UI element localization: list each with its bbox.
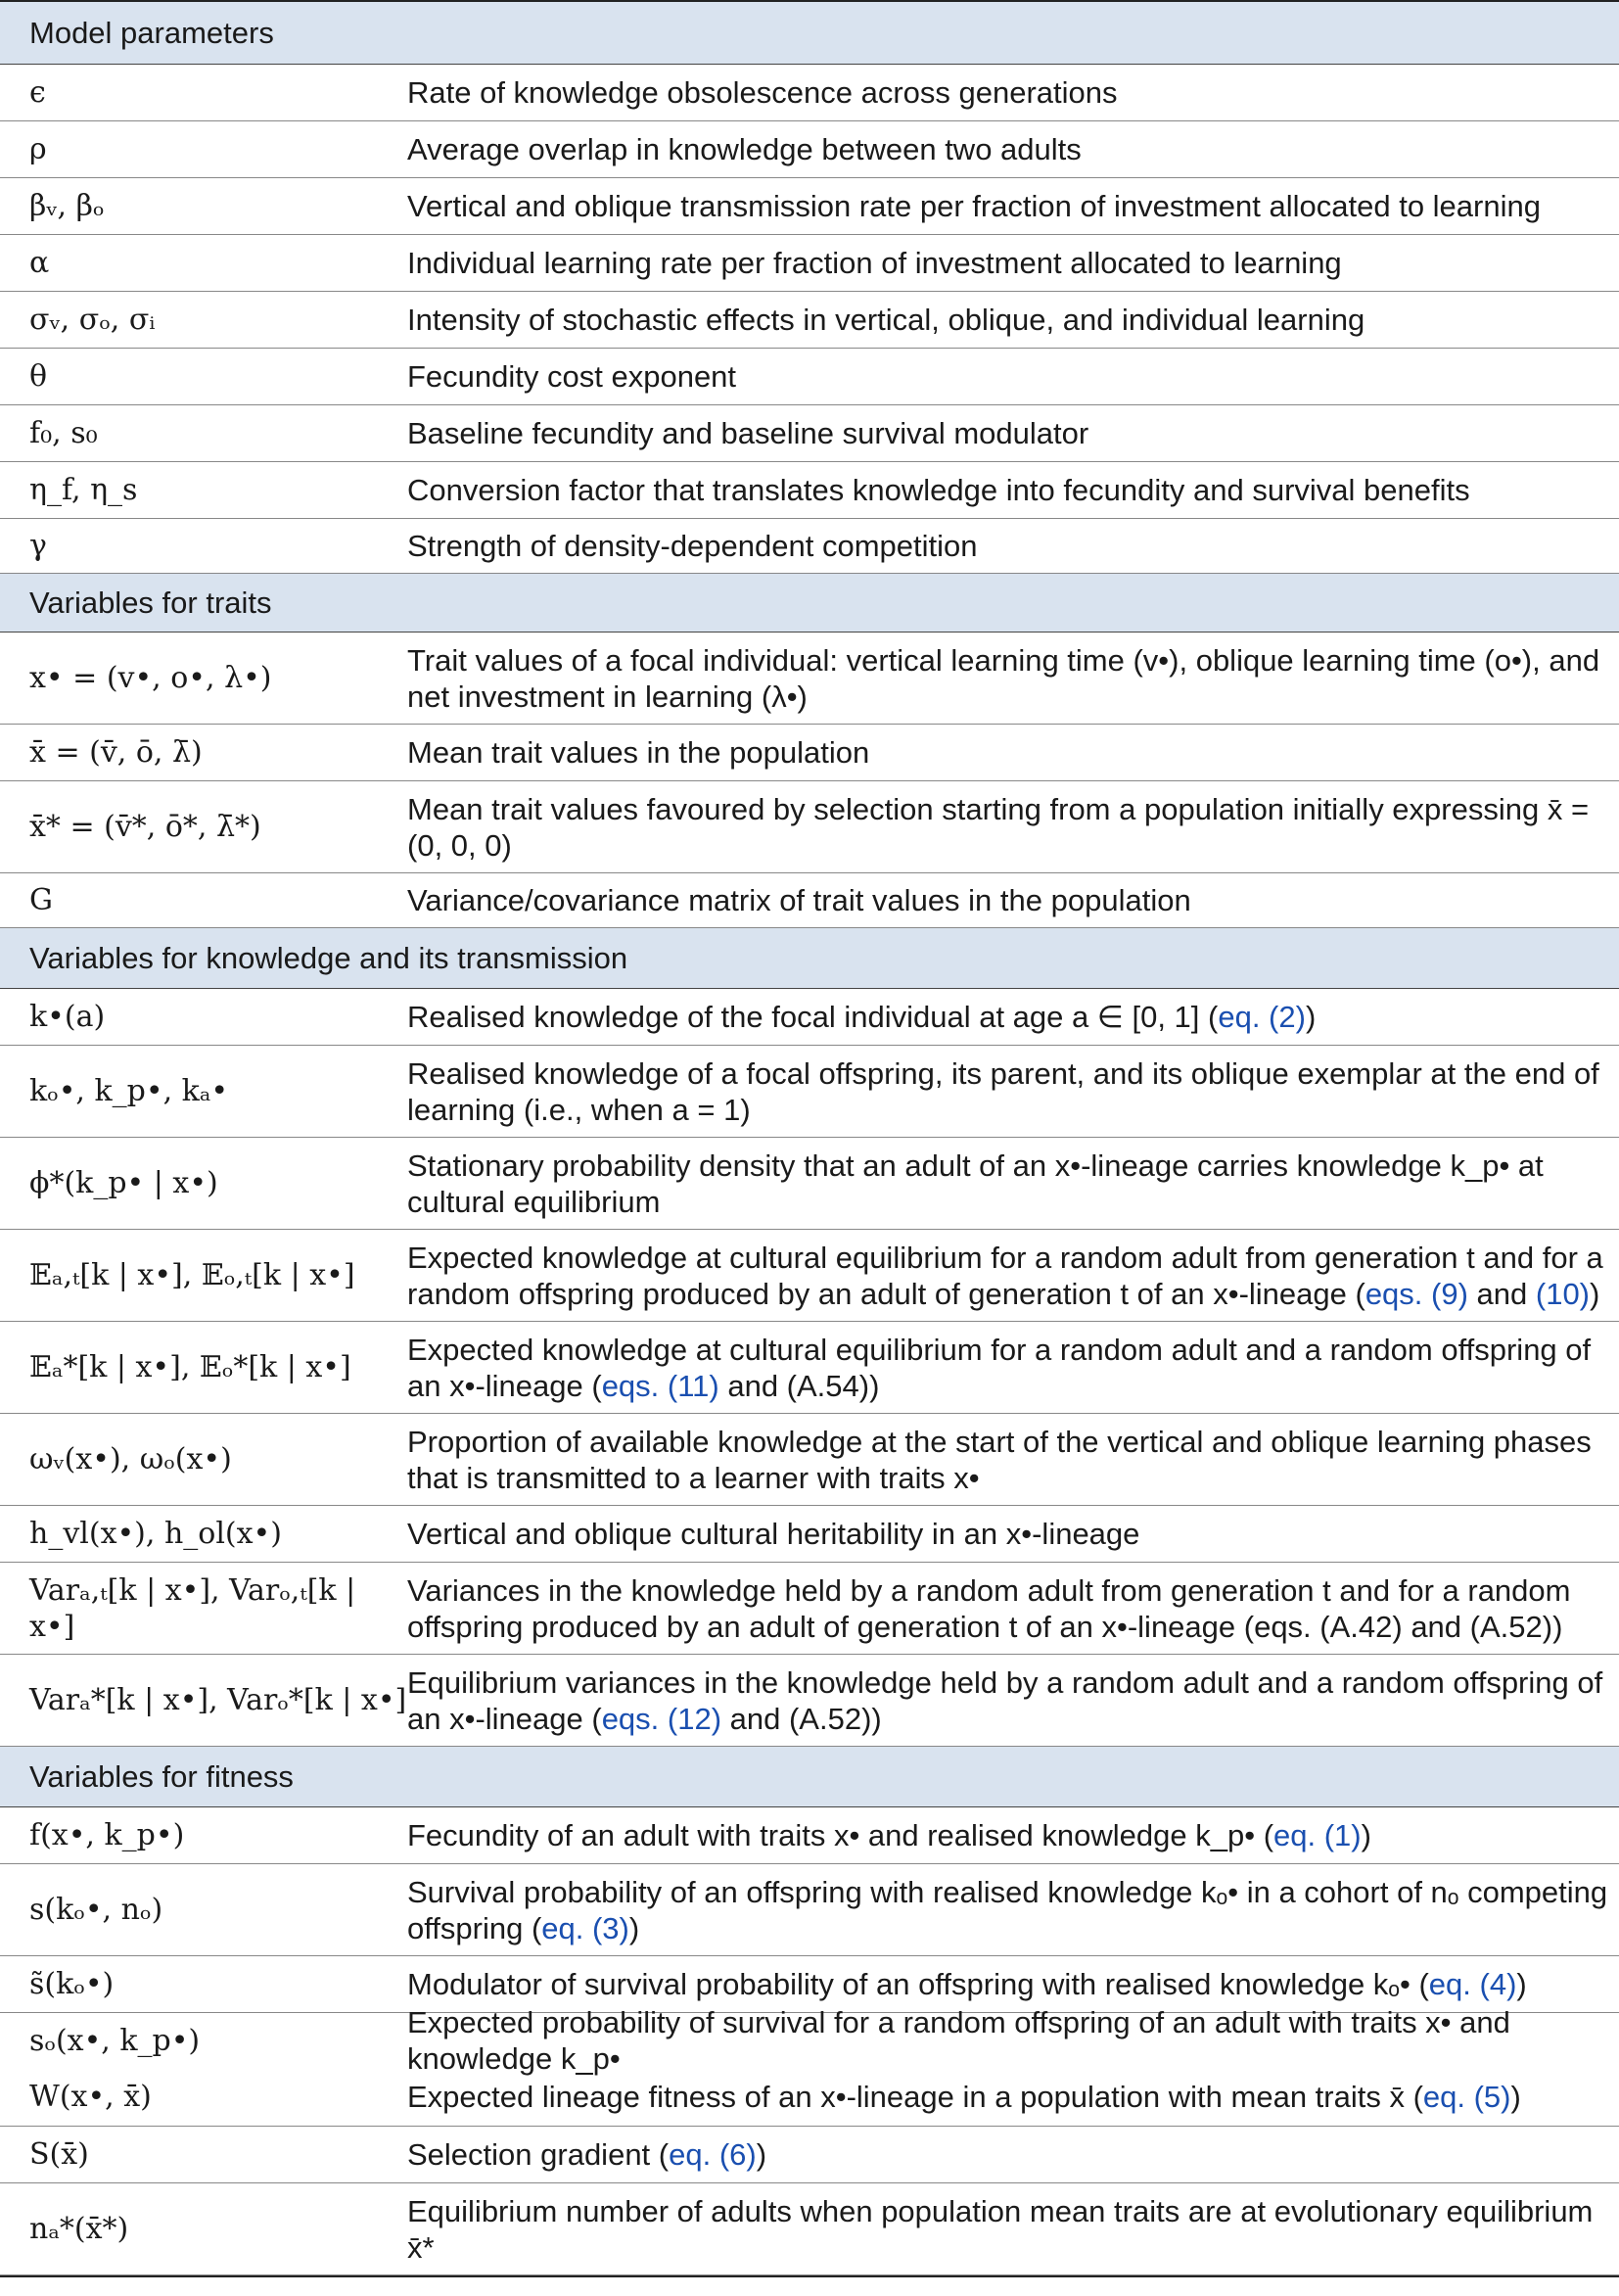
description-cell [407, 1817, 1619, 1853]
description-cell [407, 1664, 1619, 1737]
table-row [0, 1563, 1619, 1655]
description-text: Trait values of a focal individual: vertical learning time (v•), oblique learning time (o•), and net investment in learning (λ•) [407, 642, 1600, 714]
description-text: Strength of density-dependent competition [407, 529, 978, 563]
symbol-cell: k•(a) [29, 1000, 106, 1034]
description-text: Proportion of available knowledge at the start of the vertical and oblique learning phases that is transmitted to a learner with traits x• [407, 1424, 1592, 1495]
description-cell [407, 642, 1619, 715]
equation-reference-link[interactable]: eqs. (9) [1365, 1276, 1468, 1311]
table-row [0, 1138, 1619, 1230]
description-cell [407, 358, 1619, 395]
symbol-cell: ρ [29, 132, 47, 166]
description-cell [407, 2136, 1619, 2173]
table-row [0, 519, 1619, 574]
table-row [0, 1414, 1619, 1506]
table-row [0, 235, 1619, 292]
description-text: and (A.52)) [721, 1701, 882, 1736]
symbol-cell: kₒ•, k_p•, kₐ• [29, 1074, 229, 1108]
table-row [0, 462, 1619, 519]
symbol-cell: s̃(kₒ•) [29, 1967, 115, 2001]
description-text: Fecundity of an adult with traits x• and realised knowledge k_p• ( [407, 1818, 1274, 1852]
symbol-cell: ϵ [29, 75, 46, 110]
description-text: Average overlap in knowledge between two adults [407, 132, 1082, 166]
equation-reference-link[interactable]: (10) [1535, 1276, 1591, 1311]
description-cell [407, 734, 1619, 771]
table-row [0, 1655, 1619, 1747]
description-cell [407, 2004, 1619, 2077]
table-row [0, 725, 1619, 781]
description-text: Expected probability of survival for a random offspring of an adult with traits x• and knowledge k_p• [407, 2005, 1510, 2076]
symbol-cell: α [29, 246, 50, 280]
description-cell [407, 1148, 1619, 1220]
symbol-cell: x̄* = (v̄*, ō*, λ̄*) [29, 810, 261, 844]
description-cell [407, 882, 1619, 918]
table-row [0, 781, 1619, 873]
description-text: ) [1361, 1818, 1371, 1852]
description-text: Realised knowledge of the focal individual at age a ∈ [0, 1] ( [407, 1000, 1219, 1034]
equation-reference-link[interactable]: eq. (5) [1422, 2080, 1511, 2114]
description-text: Conversion factor that translates knowledge into fecundity and survival benefits [407, 473, 1470, 507]
symbol-cell: ωᵥ(x•), ωₒ(x•) [29, 1442, 232, 1476]
equation-reference-link[interactable]: eqs. (12) [601, 1701, 722, 1736]
equation-reference-link[interactable]: eq. (6) [669, 2137, 757, 2172]
table-row [0, 349, 1619, 405]
section-header: Model parameters [0, 2, 1619, 65]
table-row [0, 178, 1619, 235]
description-text: Equilibrium number of adults when population mean traits are at evolutionary equilibrium x̄* [407, 2193, 1594, 2265]
description-cell [407, 1516, 1619, 1552]
equation-reference-link[interactable]: eq. (2) [1218, 1000, 1306, 1034]
symbol-cell: s(kₒ•, nₒ) [29, 1893, 163, 1927]
description-text: Intensity of stochastic effects in vertical, oblique, and individual learning [407, 303, 1365, 337]
description-text: Mean trait values in the population [407, 735, 870, 770]
table-row [0, 2005, 1619, 2076]
equation-reference-link[interactable]: eq. (4) [1428, 1967, 1517, 2001]
symbol-cell: W(x•, x̄) [29, 2080, 152, 2114]
description-cell [407, 2193, 1619, 2266]
description-text: Fecundity cost exponent [407, 359, 737, 394]
table-row [0, 1322, 1619, 1414]
description-cell [407, 1966, 1619, 2002]
symbol-cell: σᵥ, σₒ, σᵢ [29, 303, 156, 337]
symbol-cell: Varₐ*[k | x•], Varₒ*[k | x•] [29, 1683, 407, 1717]
description-text: ) [628, 1910, 640, 1945]
equation-reference-link[interactable]: eq. (1) [1273, 1818, 1362, 1852]
description-cell [407, 1240, 1619, 1312]
table-row [0, 989, 1619, 1046]
description-text: Stationary probability density that an adult of an x•-lineage carries knowledge k_p• at cultural equilibrium [407, 1148, 1544, 1219]
description-text: Variance/covariance matrix of trait values in the population [407, 883, 1191, 917]
description-text: Selection gradient ( [407, 2137, 670, 2172]
equation-reference-link[interactable]: eqs. (11) [601, 1368, 719, 1403]
symbol-cell: x̄ = (v̄, ō, λ̄) [29, 735, 203, 770]
symbol-cell: nₐ*(x̄*) [29, 2212, 129, 2246]
table-row [0, 873, 1619, 928]
description-cell [407, 74, 1619, 111]
description-cell [407, 2079, 1619, 2115]
symbol-cell: Varₐ,ₜ[k | x•], Varₒ,ₜ[k | x•] [29, 1572, 356, 1644]
symbol-cell: f₀, s₀ [29, 416, 98, 450]
table-row [0, 2183, 1619, 2275]
table-row [0, 1506, 1619, 1563]
symbol-cell: h_vl(x•), h_ol(x•) [29, 1517, 282, 1551]
symbol-cell: θ [29, 359, 48, 394]
description-cell [407, 1424, 1619, 1496]
symbol-cell: γ [29, 529, 47, 563]
table-row [0, 121, 1619, 178]
table-row [0, 1807, 1619, 1864]
table-row [0, 1230, 1619, 1322]
symbol-cell: ϕ*(k_p• | x•) [29, 1166, 218, 1200]
symbol-cell: x• = (v•, o•, λ•) [29, 661, 272, 695]
description-cell [407, 999, 1619, 1035]
description-text: Equilibrium variances in the knowledge held by a random adult and a random offspring of an x•-lineage ( [407, 1664, 1603, 1736]
description-cell [407, 245, 1619, 281]
description-text: ) [1305, 1000, 1317, 1034]
description-text: and (A.54)) [718, 1368, 880, 1403]
section-header: Variables for traits [0, 574, 1619, 633]
description-text: Vertical and oblique cultural heritability in an x•-lineage [407, 1517, 1140, 1551]
description-text: Baseline fecundity and baseline survival modulator [407, 416, 1089, 450]
symbol-cell: f(x•, k_p•) [29, 1818, 185, 1852]
description-cell [407, 1874, 1619, 1946]
description-cell [407, 188, 1619, 224]
description-text: ) [1590, 1276, 1600, 1311]
description-text: Expected knowledge at cultural equilibrium for a random adult and a random offspring of an x•-lineage ( [407, 1332, 1592, 1403]
description-text: Rate of knowledge obsolescence across generations [407, 75, 1118, 110]
description-text: Expected knowledge at cultural equilibrium for a random adult from generation t and for a random offspring produced by an adult of generation t of an x•-lineage ( [407, 1240, 1603, 1311]
description-text: Expected lineage fitness of an x•-lineage in a population with mean traits x̄ ( [407, 2080, 1423, 2114]
table-row [0, 1046, 1619, 1138]
description-text: Modulator of survival probability of an offspring with realised knowledge kₒ• ( [407, 1967, 1429, 2001]
description-cell [407, 1055, 1619, 1128]
table-row [0, 292, 1619, 349]
symbol-cell: 𝔼ₐ*[k | x•], 𝔼ₒ*[k | x•] [29, 1350, 351, 1384]
table-row [0, 65, 1619, 121]
description-text: Variances in the knowledge held by a random adult from generation t and for a random offspring produced by an adult of generation t of an x•-lineage (eqs. (A.42) and (A.52)) [407, 1572, 1571, 1644]
description-text: Individual learning rate per fraction of investment allocated to learning [407, 246, 1342, 280]
section-header: Variables for fitness [0, 1747, 1619, 1807]
table-row [0, 1864, 1619, 1956]
description-cell [407, 528, 1619, 564]
symbol-cell: 𝔼ₐ,ₜ[k | x•], 𝔼ₒ,ₜ[k | x•] [29, 1258, 355, 1292]
description-text: Vertical and oblique transmission rate per fraction of investment allocated to learning [407, 189, 1541, 223]
description-text: Mean trait values favoured by selection starting from a population initially expressing x̄ = (0, 0, 0) [407, 791, 1590, 863]
symbol-cell: sₒ(x•, k_p•) [29, 2023, 201, 2058]
table-row [0, 2127, 1619, 2183]
symbol-cell: βᵥ, βₒ [29, 189, 105, 223]
description-text: ) [756, 2137, 767, 2172]
description-text: and [1467, 1276, 1536, 1311]
description-text: Survival probability of an offspring with realised knowledge kₒ• in a cohort of nₒ competing offspring ( [407, 1874, 1608, 1945]
description-cell [407, 472, 1619, 508]
section-header: Variables for knowledge and its transmission [0, 928, 1619, 989]
description-text: ) [1510, 2080, 1521, 2114]
description-text: Realised knowledge of a focal offspring, its parent, and its oblique exemplar at the end of learning (i.e., when a = 1) [407, 1055, 1599, 1127]
symbol-cell: G [29, 883, 53, 917]
table-row [0, 633, 1619, 725]
description-cell [407, 302, 1619, 338]
table-row [0, 405, 1619, 462]
description-cell [407, 415, 1619, 451]
description-cell [407, 791, 1619, 864]
table-row [0, 2068, 1619, 2127]
symbol-cell: η_f, η_s [29, 473, 138, 507]
symbol-cell: S(x̄) [29, 2137, 89, 2172]
description-cell [407, 131, 1619, 167]
description-cell [407, 1572, 1619, 1645]
description-text: ) [1516, 1967, 1527, 2001]
description-cell [407, 1332, 1619, 1404]
equation-reference-link[interactable]: eq. (3) [541, 1910, 629, 1945]
